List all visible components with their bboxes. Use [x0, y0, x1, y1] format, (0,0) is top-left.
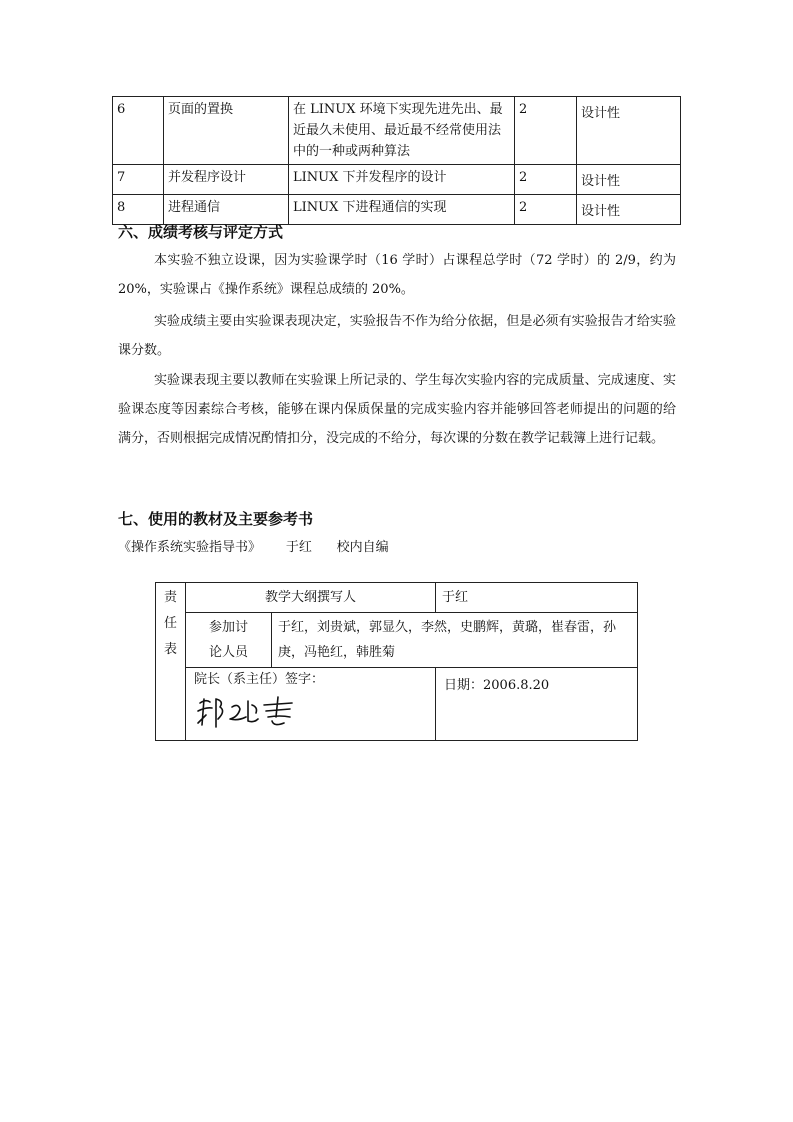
- signature-image: [194, 693, 304, 731]
- paragraph: 实验课表现主要以教师在实验课上所记录的、学生每次实验内容的完成质量、完成速度、实验课态度等因素综合考核，能够在课内保质保量的完成实验内容并能够回答老师提出的问题的给满分，否则根据完成情况酌情扣分，没完成的不给分，每次课的分数在教学记载簿上进行记载。: [118, 373, 676, 446]
- writer-name: 于红: [436, 583, 638, 613]
- book-author: 于红: [285, 540, 312, 555]
- paragraph: 本实验不独立设课，因为实验课学时（16 学时）占课程总学时（72 学时）的 2/9，约为 20%，实验课占《操作系统》课程总成绩的 20%。: [118, 253, 676, 297]
- exp-content: 在 LINUX 环境下实现先进先出、最近最久未使用、最近最不经常使用法中的一种或两种算法: [289, 97, 515, 165]
- textbook-line: [118, 536, 389, 555]
- signature-date: 日期：2006.8.20: [436, 668, 638, 741]
- exp-type: 设计性: [577, 165, 681, 195]
- paragraph: 实验成绩主要由实验课表现决定，实验报告不作为给分依据，但是必须有实验报告才给实验课分数。: [118, 314, 676, 358]
- table-row: [156, 668, 638, 741]
- discussion-label: 参加讨论人员: [186, 613, 272, 668]
- section-heading: 七、使用的教材及主要参考书: [118, 510, 314, 528]
- label-char: 任: [163, 616, 177, 631]
- experiment-table: [112, 96, 681, 225]
- exp-type: 设计性: [577, 97, 681, 165]
- section-heading: 六、成绩考核与评定方式: [118, 223, 284, 241]
- table-row: [113, 165, 681, 195]
- table-row: [113, 97, 681, 165]
- table-row: [156, 613, 638, 668]
- exp-name: 进程通信: [164, 195, 289, 225]
- table-row: [113, 195, 681, 225]
- exp-hours: 2: [515, 195, 577, 225]
- exp-no: 6: [113, 97, 164, 165]
- exp-name: 并发程序设计: [164, 165, 289, 195]
- signature-label: 院长（系主任）签字：: [194, 672, 325, 687]
- signature-cell: [186, 668, 436, 741]
- book-title: 《操作系统实验指导书》: [118, 540, 262, 555]
- exp-content: LINUX 下并发程序的设计: [289, 165, 515, 195]
- exp-content: LINUX 下进程通信的实现: [289, 195, 515, 225]
- book-publisher: 校内自编: [336, 540, 389, 555]
- exp-hours: 2: [515, 165, 577, 195]
- responsibility-label: [156, 583, 186, 741]
- writer-label: 教学大纲撰写人: [186, 583, 436, 613]
- exp-hours: 2: [515, 97, 577, 165]
- exp-no: 8: [113, 195, 164, 225]
- exp-no: 7: [113, 165, 164, 195]
- label-char: 表: [163, 642, 177, 657]
- exp-name: 页面的置换: [164, 97, 289, 165]
- table-row: [156, 583, 638, 613]
- exp-type: 设计性: [577, 195, 681, 225]
- discussion-members: 于红，刘贵斌，郭显久，李然，史鹏辉，黄璐，崔春雷，孙庚，冯艳红，韩胜菊: [272, 613, 638, 668]
- label-char: 责: [163, 590, 177, 605]
- responsibility-table: [155, 582, 638, 741]
